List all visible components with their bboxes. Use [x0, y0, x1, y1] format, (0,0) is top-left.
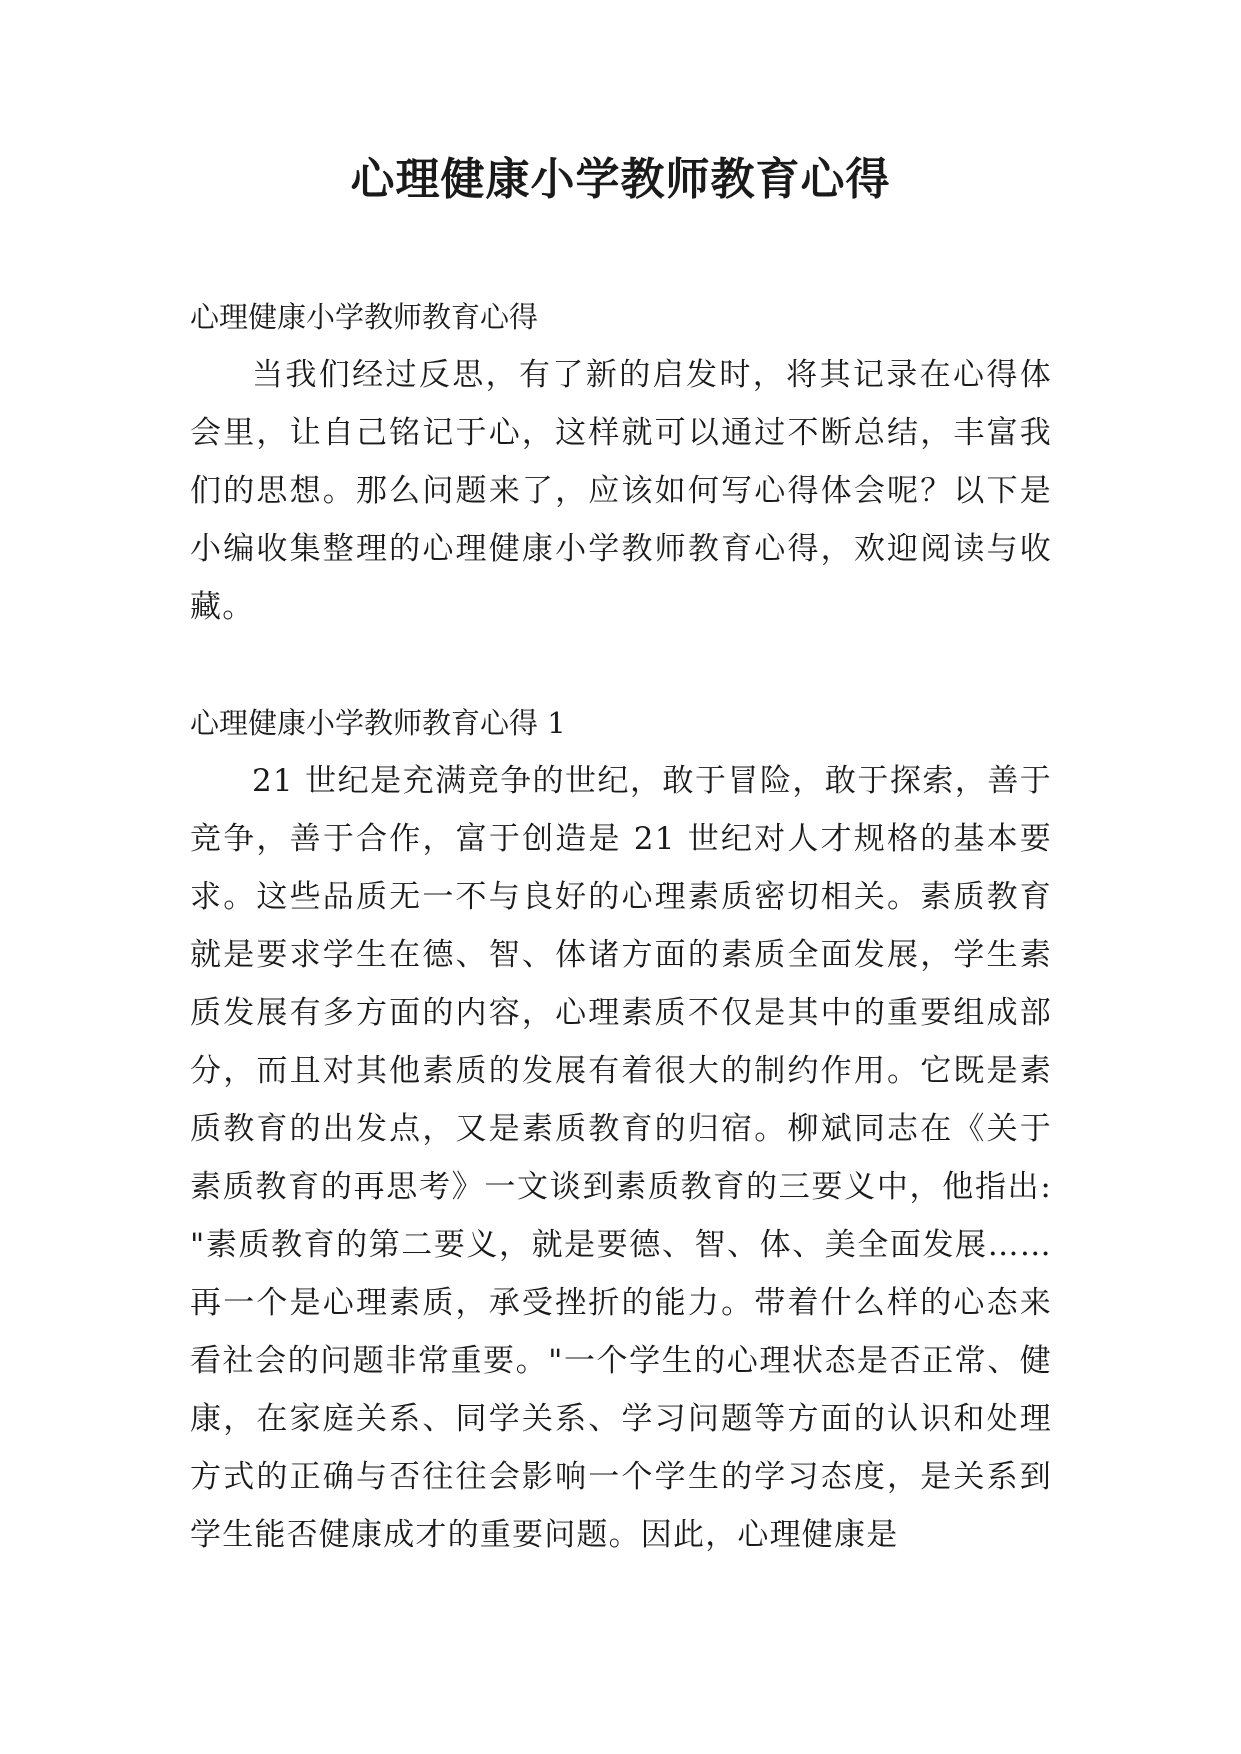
- document-body: [190, 288, 1052, 1564]
- intro-paragraph: 当我们经过反思，有了新的启发时，将其记录在心得体会里，让自己铭记于心，这样就可以通过不断总结，丰富我们的思想。那么问题来了，应该如何写心得体会呢？以下是小编收集整理的心理健康小学教师教育心得，欢迎阅读与收藏。: [190, 357, 1052, 625]
- section1-heading: 心理健康小学教师教育心得 1: [190, 706, 566, 740]
- document-title: 心理健康小学教师教育心得: [350, 154, 891, 205]
- section-spacer: [190, 636, 1052, 694]
- intro-heading: 心理健康小学教师教育心得: [190, 300, 539, 334]
- section1-paragraph: 21 世纪是充满竞争的世纪，敢于冒险，敢于探索，善于竞争，善于合作，富于创造是 21 世纪对人才规格的基本要求。这些品质无一不与良好的心理素质密切相关。素质教育就是要求学生在德、智、体诸方面的素质全面发展，学生素质发展有多方面的内容，心理素质不仅是其中的重要组成部分，而且对其他素质的发展有着很大的制约作用。它既是素质教育的出发点，又是素质教育的归宿。柳斌同志在《关于素质教育的再思考》一文谈到素质教育的三要义中，他指出: "素质教育的第二要义，就是要德、智、体、美全面发展……再一个是心理素质，承受挫折的能力。带着什么样的心态来看社会的问题非常重要。"一个学生的心理状态是否正常、健康，在家庭关系、同学关系、学习问题等方面的认识和处理方式的正确与否往往会影响一个学生的学习态度，是关系到学生能否健康成才的重要问题。因此，心理健康是: [190, 763, 1052, 1553]
